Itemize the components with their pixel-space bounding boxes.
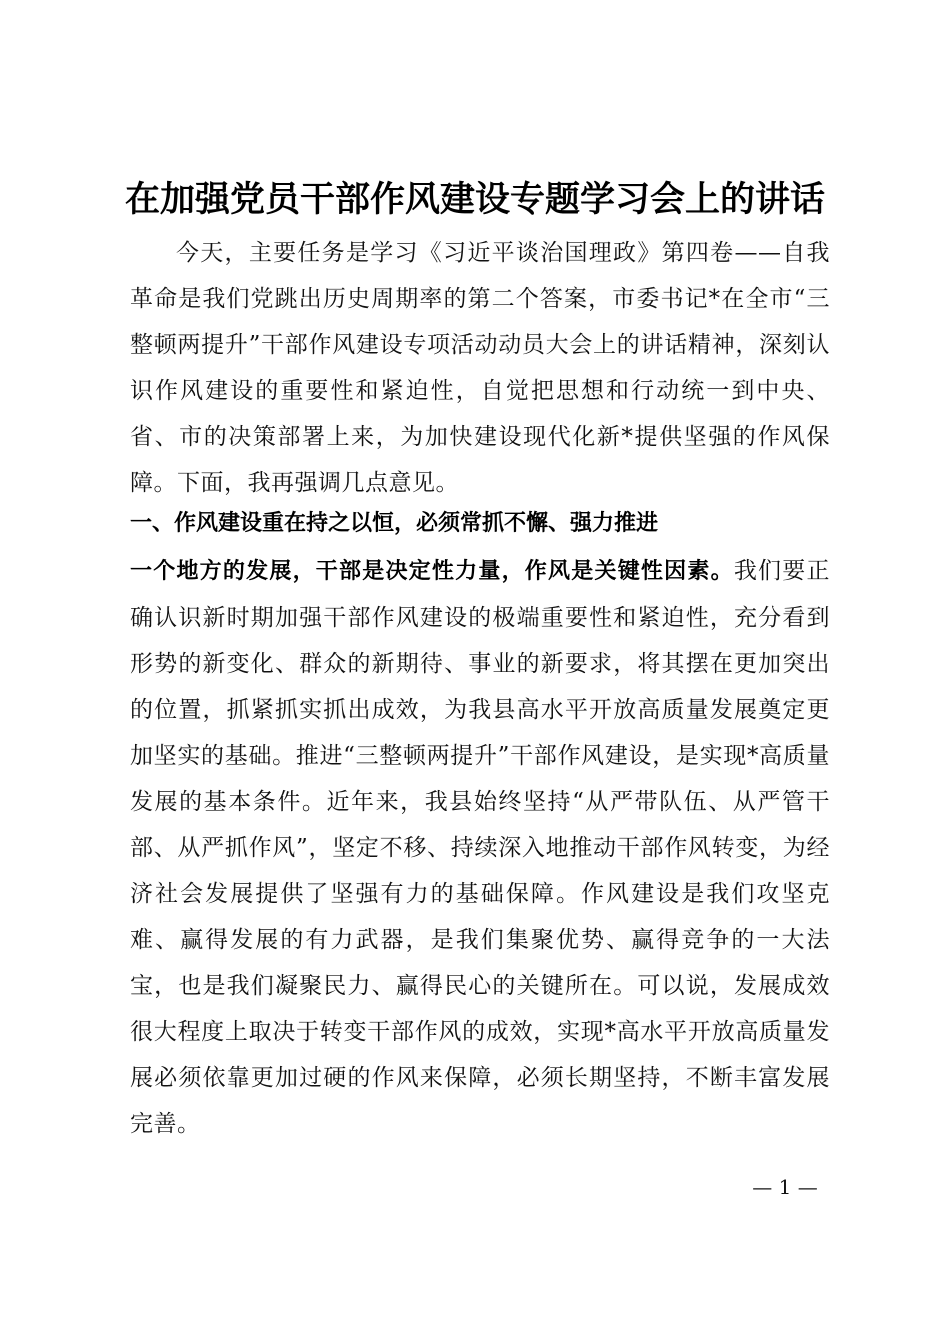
paragraph-body: 我们要正确认识新时期加强干部作风建设的极端重要性和紧迫性，充分看到形势的新变化、群众的新期待、事业的新要求，将其摆在更加突出的位置，抓紧抓实抓出成效，为我县高水平开放高质量发展奠定更加坚实的基础。推进“三整顿两提升”干部作风建设，是实现*高质量发展的基本条件。近年来，我县始终坚持“从严带队伍、从严管干部、从严抓作风”，坚定不移、持续深入地推动干部作风转变，为经济社会发展提供了坚强有力的基础保障。作风建设是我们攻坚克难、赢得发展的有力武器，是我们集聚优势、赢得竞争的一大法宝，也是我们凝聚民力、赢得民心的关键所在。可以说，发展成效很大程度上取决于转变干部作风的成效，实现*高水平开放高质量发展必须依靠更加过硬的作风来保障，必须长期坚持，不断丰富发展完善。 (130, 558, 830, 1137)
section-heading: 一、作风建设重在持之以恒，必须常抓不懈、强力推进 (130, 511, 659, 536)
document-title: 在加强党员干部作风建设专题学习会上的讲话 (124, 179, 825, 220)
paragraph-lead-sentence: 一个地方的发展，干部是决定性力量，作风是关键性因素。 (130, 559, 734, 584)
section-paragraph (130, 548, 830, 1147)
page-number: — 1 — (752, 1175, 818, 1199)
intro-paragraph: 今天，主要任务是学习《习近平谈治国理政》第四卷——自我革命是我们党跳出历史周期率的第二个答案，市委书记*在全市“三整顿两提升”干部作风建设专项活动动员大会上的讲话精神，深刻认识作风建设的重要性和紧迫性，自觉把思想和行动统一到中央、省、市的决策部署上来，为加快建设现代化新*提供坚强的作风保障。下面，我再强调几点意见。 (130, 240, 830, 496)
